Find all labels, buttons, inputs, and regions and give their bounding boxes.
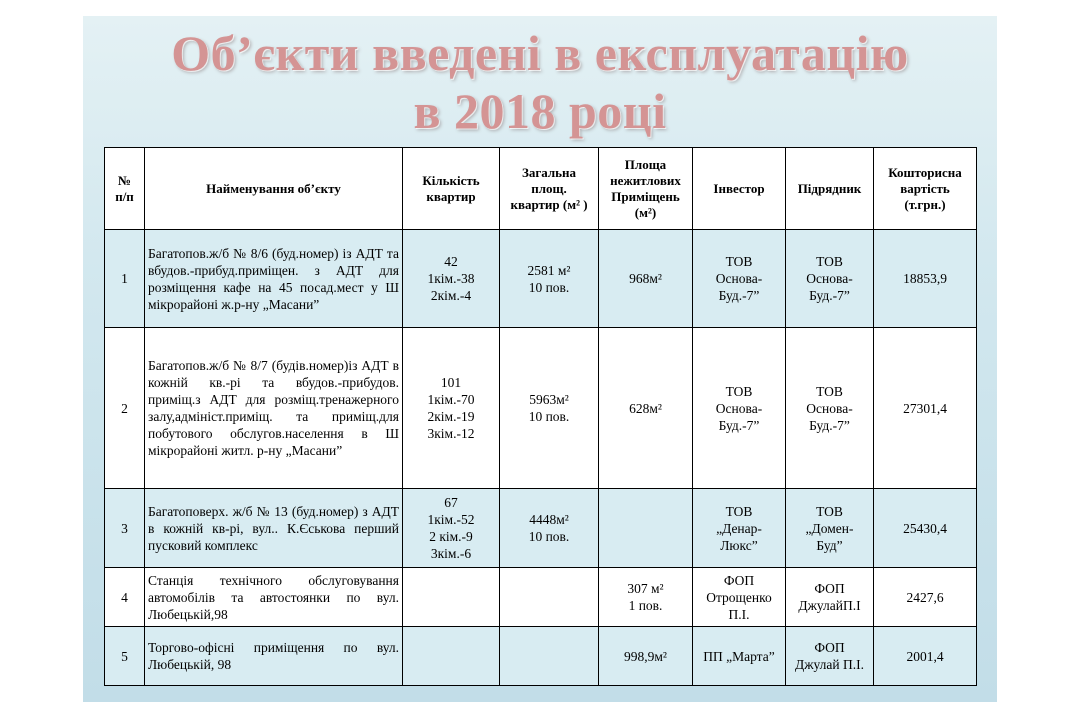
cell-flats-line: 101 xyxy=(440,375,462,390)
cell-investor-line: Люкс” xyxy=(720,537,758,553)
cell-flats xyxy=(403,568,500,627)
header-nonres-line: Площа xyxy=(624,156,667,172)
cell-num: 3 xyxy=(105,489,145,568)
cell-investor-line: Отрощенко xyxy=(706,589,772,605)
cell-nonres xyxy=(599,627,693,686)
cell-cost: 2427,6 xyxy=(874,568,977,627)
cell-contractor xyxy=(786,568,874,627)
cell-cost: 2001,4 xyxy=(874,627,977,686)
cell-flats-line: 2кім.-19 xyxy=(427,409,475,424)
title-line-2: в 2018 році xyxy=(413,83,667,139)
objects-table xyxy=(104,147,977,686)
slide-title xyxy=(83,24,997,140)
header-num xyxy=(105,148,145,230)
cell-area xyxy=(500,230,599,328)
cell-num: 1 xyxy=(105,230,145,328)
header-flats-line: Кількість xyxy=(422,172,480,188)
cell-contractor-line: Буд.-7” xyxy=(809,288,850,303)
cell-contractor xyxy=(786,627,874,686)
table-row xyxy=(105,568,977,627)
cell-contractor-line: ТОВ xyxy=(816,254,843,269)
cell-num: 2 xyxy=(105,328,145,489)
header-flats-line: квартир xyxy=(426,188,476,204)
header-area-line: Загальна xyxy=(521,164,577,180)
cell-nonres xyxy=(599,328,693,489)
table-body xyxy=(105,230,977,686)
cell-num: 5 xyxy=(105,627,145,686)
cell-investor-line: „Денар- xyxy=(716,520,762,536)
table-row xyxy=(105,489,977,568)
cell-investor xyxy=(693,328,786,489)
header-investor: Інвестор xyxy=(693,148,786,230)
cell-cost: 27301,4 xyxy=(874,328,977,489)
cell-area xyxy=(500,627,599,686)
cell-contractor-line: ФОП xyxy=(814,640,845,655)
cell-investor-line: П.І. xyxy=(728,606,750,622)
cell-investor xyxy=(693,627,786,686)
cell-nonres-line: 968м² xyxy=(629,271,662,286)
cell-investor xyxy=(693,489,786,568)
header-cost-line: вартість xyxy=(900,180,950,196)
header-nonres xyxy=(599,148,693,230)
cell-nonres-line: 1 пов. xyxy=(628,598,663,613)
header-num-line: п/п xyxy=(115,188,134,204)
cell-contractor-line: ФОП xyxy=(814,581,845,596)
cell-contractor-line: Джулай П.І. xyxy=(794,657,865,672)
cell-investor-line: ТОВ xyxy=(725,383,753,399)
cell-investor-line: Буд.-7” xyxy=(718,288,760,303)
cell-flats-line: 1кім.-70 xyxy=(427,392,475,407)
cell-area-line: 10 пов. xyxy=(528,529,570,544)
cell-flats-line: 1кім.-38 xyxy=(427,271,475,286)
cell-area-line: 2581 м² xyxy=(527,262,571,278)
cell-investor-line: ТОВ xyxy=(725,503,753,519)
cell-contractor-line: ДжулайП.І xyxy=(798,598,861,613)
header-flats xyxy=(403,148,500,230)
cell-name: Багатопов.ж/б № 8/6 (буд.номер) із АДТ та вбудов.-прибуд.приміщен. з АДТ для розміщення кафе на 45 посад.мест у Ш мікрорайоні ж.р-ну „Масани” xyxy=(145,230,403,328)
header-cost-line: (т.грн.) xyxy=(904,196,946,212)
cell-contractor-line: Буд” xyxy=(816,537,843,553)
cell-area-line: 5963м² xyxy=(529,392,569,407)
header-area-line: квартир (м² ) xyxy=(510,196,588,212)
cell-area-line: 4448м² xyxy=(529,512,569,527)
cell-contractor-line: „Домен- xyxy=(805,520,854,536)
header-contractor: Підрядник xyxy=(786,148,874,230)
cell-investor-line: ПП „Марта” xyxy=(703,648,775,664)
header-nonres-line: нежитлових xyxy=(610,172,681,188)
cell-name: Станція технічного обслуговування автомобілів та автостоянки по вул. Любецькій,98 xyxy=(145,568,403,627)
cell-investor-line: Основа- xyxy=(715,400,763,416)
cell-area-line: 10 пов. xyxy=(528,409,570,424)
cell-nonres xyxy=(599,489,693,568)
cell-num: 4 xyxy=(105,568,145,627)
cell-name: Торгово-офісні приміщення по вул. Любецькій, 98 xyxy=(145,627,403,686)
cell-contractor-line: Основа- xyxy=(806,271,853,286)
cell-flats xyxy=(403,328,500,489)
cell-cost: 18853,9 xyxy=(874,230,977,328)
cell-investor xyxy=(693,230,786,328)
table-row xyxy=(105,627,977,686)
cell-investor-line: Основа- xyxy=(715,271,763,286)
cell-flats xyxy=(403,230,500,328)
cell-contractor xyxy=(786,328,874,489)
cell-flats-line: 67 xyxy=(444,495,458,510)
header-nonres-line: (м²) xyxy=(634,204,657,220)
table-row xyxy=(105,328,977,489)
header-cost xyxy=(874,148,977,230)
header-cost-line: Кошторисна xyxy=(888,164,962,180)
cell-nonres xyxy=(599,230,693,328)
cell-flats-line: 42 xyxy=(444,254,458,269)
cell-contractor-line: ТОВ xyxy=(816,383,843,399)
cell-investor-line: ФОП xyxy=(723,572,755,588)
cell-flats-line: 2 кім.-9 xyxy=(429,529,473,544)
cell-name: Багатопов.ж/б № 8/7 (будів.номер)із АДТ в кожній кв.-рі та вбудов.-прибудов. приміщ.з АДТ для розміщ.тренажерного залу,адмініст.приміщ. та приміщ.для побутового обслугов.населення в Ш мікрорайоні житл. р-ну „Масани” xyxy=(145,328,403,489)
cell-flats-line: 1кім.-52 xyxy=(427,512,475,527)
cell-flats xyxy=(403,489,500,568)
cell-contractor-line: ТОВ xyxy=(816,503,843,519)
cell-area xyxy=(500,328,599,489)
cell-investor xyxy=(693,568,786,627)
cell-contractor xyxy=(786,489,874,568)
cell-flats-line: 2кім.-4 xyxy=(430,288,472,303)
cell-area xyxy=(500,489,599,568)
cell-contractor-line: Основа- xyxy=(806,400,853,416)
cell-investor-line: ТОВ xyxy=(725,254,753,269)
cell-name: Багатоповерх. ж/б № 13 (буд.номер) з АДТ в кожній кв-рі, вул.. К.Єськова перший пусковий комплекс xyxy=(145,489,403,568)
table-row xyxy=(105,230,977,328)
cell-contractor xyxy=(786,230,874,328)
title-line-1: Об’єкти введені в експлуатацію xyxy=(171,25,909,81)
cell-flats-line: 3кім.-12 xyxy=(427,426,475,441)
table-header-row xyxy=(105,148,977,230)
cell-flats-line: 3кім.-6 xyxy=(430,546,472,561)
header-nonres-line: Приміщень xyxy=(611,188,680,204)
cell-nonres-line: 628м² xyxy=(629,400,662,416)
header-area xyxy=(500,148,599,230)
header-num-line: № xyxy=(117,172,132,188)
cell-area xyxy=(500,568,599,627)
cell-nonres-line: 307 м² xyxy=(627,581,664,596)
header-area-line: площ. xyxy=(531,180,567,196)
cell-nonres-line: 998,9м² xyxy=(624,648,667,664)
header-name: Найменування об’єкту xyxy=(145,148,403,230)
cell-area-line: 10 пов. xyxy=(528,279,570,295)
cell-flats xyxy=(403,627,500,686)
cell-cost: 25430,4 xyxy=(874,489,977,568)
cell-investor-line: Буд.-7” xyxy=(718,417,760,433)
cell-nonres xyxy=(599,568,693,627)
cell-contractor-line: Буд.-7” xyxy=(809,417,850,433)
